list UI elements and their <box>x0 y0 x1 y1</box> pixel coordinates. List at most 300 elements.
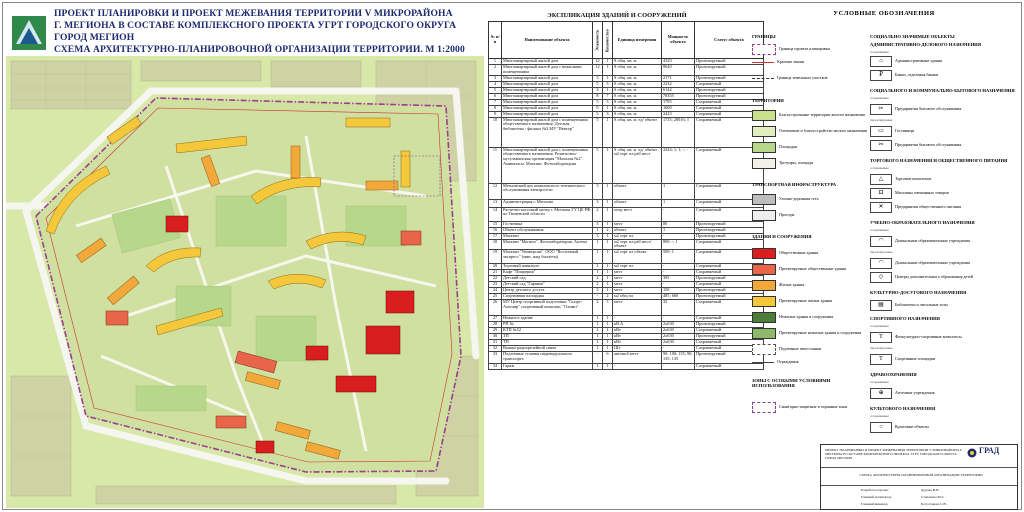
cell-unit: м2 общ пл <box>613 294 662 300</box>
tag-kept: сохраняемые <box>870 228 889 232</box>
legend-label: Культовые объекты <box>895 424 929 430</box>
cell-number: 4 <box>489 81 502 87</box>
cell-unit: кВ.А <box>613 322 662 328</box>
cell-floors: 5 <box>593 81 603 87</box>
legend-label: Граница земельных участков <box>777 75 828 80</box>
cell-name: МУ Центр спортивной подготовки "Спорт-Альтаир" спортивный комплекс "Олимп" <box>502 300 593 316</box>
cult-object-icon: ○ <box>870 422 892 433</box>
table-row <box>489 250 764 264</box>
sanitary-zones-swatch <box>752 402 776 413</box>
cell-unit: мест <box>613 288 662 294</box>
cell-name: Нежилое здание <box>502 316 593 322</box>
legend-label: Физкультурно-спортивные комплексы <box>895 334 962 340</box>
title-line-2: Г. МЕГИОНА В СОСТАВЕ КОМПЛЕКСНОГО ПРОЕКТА УГРТ ГОРОДСКОГО ОКРУГА <box>54 20 457 31</box>
cell-unit: кВт <box>613 340 662 346</box>
cell-status: Сохраняемый <box>695 270 764 276</box>
cell-number: 20 <box>489 264 502 270</box>
cell-floors: 2 <box>593 300 603 316</box>
cell-number: 34 <box>489 364 502 370</box>
cell-capacity: - <box>662 316 695 322</box>
cell-status: Сохраняемый <box>695 300 764 316</box>
legend-label: Проектируемые общественные здания <box>779 266 847 272</box>
cell-number: 25 <box>489 294 502 300</box>
legend-label: Подземные автостоянки <box>779 346 822 352</box>
cell-capacity: 6144 <box>662 87 695 93</box>
bank-icon: ₽ <box>870 70 892 81</box>
catering-icon: ✕ <box>870 202 892 213</box>
red-line-swatch <box>752 62 774 63</box>
cell-status: Сохраняемый <box>695 117 764 147</box>
legend-item-proposed-non-residential <box>752 328 861 339</box>
cell-status: Сохраняемый <box>695 250 764 264</box>
legend-heading-territory: ТЕРРИТОРИИ <box>752 98 784 103</box>
legend-item-banks <box>870 70 938 81</box>
legend-heading-cult: КУЛЬТОВОГО НАЗНАЧЕНИЯ <box>870 406 936 411</box>
non-residential-swatch <box>752 312 776 323</box>
master-plan-map[interactable] <box>6 56 484 508</box>
cell-unit: S общ. кв. м. <box>613 59 662 65</box>
header-status: Статус объекта <box>695 22 764 59</box>
legend-item-consumer-services <box>870 104 961 115</box>
cell-name: Администрация г. Мегиона <box>502 199 593 207</box>
cell-unit: S общ. кв. м. <box>613 75 662 81</box>
cell-number: 17 <box>489 233 502 239</box>
explication-table <box>488 21 764 370</box>
legend-item-residential <box>752 280 804 291</box>
cell-unit: автомоб.мест <box>613 352 662 364</box>
cell-status: Проектируемый <box>695 59 764 65</box>
cell-capacity: 1735; 20016; 1 <box>662 117 695 147</box>
shop-icon: ⊡ <box>870 188 892 199</box>
tag-kept: сохраняемые <box>870 414 889 418</box>
tag-kept: сохраняемые <box>870 380 889 384</box>
cell-status: Проектируемый <box>695 288 764 294</box>
legend-label: Предприятия общественного питания <box>895 204 961 210</box>
cell-status: Проектируемый <box>695 221 764 227</box>
cell-floors: 1 <box>593 334 603 340</box>
legend-label: Благоустроенные территории жилого назначения <box>779 112 865 118</box>
cell-count: 1 <box>603 288 613 294</box>
cell-unit: опер мест <box>613 207 662 221</box>
legend-label: Предприятия бытового обслуживания <box>895 106 962 112</box>
stamp-sheet-title: СХЕМА АРХИТЕКТУРНО-ПЛАНИРОВОЧНОЙ ОРГАНИЗАЦИИ ТЕРРИТОРИИ <box>859 473 983 477</box>
cell-count: 1 <box>603 270 613 276</box>
cell-count: 3 <box>603 99 613 105</box>
cell-status: Проектируемый <box>695 65 764 76</box>
cell-capacity: 485; 660 <box>662 294 695 300</box>
cell-capacity: 150 <box>662 288 695 294</box>
cell-number: 24 <box>489 288 502 294</box>
legend-item-libraries <box>870 300 948 311</box>
legend-item-cult-objects <box>870 422 929 433</box>
header-count: Количество <box>603 22 613 59</box>
legend-label: Улично-дорожная сеть <box>779 196 819 202</box>
cell-name: Вышка радиорелейной связи <box>502 346 593 352</box>
cell-capacity: 1 <box>662 183 695 199</box>
title-line-1: ПРОЕКТ ПЛАНИРОВКИ И ПРОЕКТ МЕЖЕВАНИЯ ТЕРРИТОРИИ V МИКРОРАЙОНА <box>54 8 453 19</box>
consumer-services-icon: ✂ <box>870 104 892 115</box>
cell-count: 1 <box>603 316 613 322</box>
cell-unit: S общ. кв. м. <box>613 81 662 87</box>
cell-floors: - <box>593 294 603 300</box>
cell-unit: мест <box>613 276 662 282</box>
cell-number: 19 <box>489 250 502 264</box>
legend-label: Общественные здания <box>779 250 819 256</box>
city-emblem-icon <box>10 14 48 52</box>
cell-unit: S общ. кв. м. <box>613 65 662 76</box>
cell-name: Многоквартирный жилой дом с нежилыми помещениями <box>502 65 593 76</box>
cell-capacity: 1600 <box>662 105 695 111</box>
pharmacy-icon: ⊕ <box>870 388 892 399</box>
cell-unit: мест <box>613 300 662 316</box>
cell-number: 23 <box>489 282 502 288</box>
company-logo-icon <box>967 448 977 458</box>
cell-floors: 5 <box>593 111 603 117</box>
table-row <box>489 65 764 76</box>
stamp-name-2: Степанова М.Г. <box>921 495 944 499</box>
tag-kept: сохраняемые <box>870 96 889 100</box>
cell-capacity: 2х630 <box>662 340 695 346</box>
cell-status: Проектируемый <box>695 276 764 282</box>
squares-swatch <box>752 142 776 153</box>
cell-number: 21 <box>489 270 502 276</box>
legend-item-squares <box>752 142 797 153</box>
tag-kept: сохраняемые <box>870 166 889 170</box>
proposed-non-residential-swatch <box>752 328 776 339</box>
fences-swatch <box>752 362 774 363</box>
table-row <box>489 87 764 93</box>
stamp-role-2: Главный архитектор <box>861 495 892 499</box>
table-row <box>489 227 764 233</box>
cell-unit: S общ. кв. м. ед/ объект <box>613 117 662 147</box>
cell-number: 32 <box>489 346 502 352</box>
legend-label: Административные здания <box>895 58 943 64</box>
cell-name: Центр детского досуга <box>502 288 593 294</box>
cell-count: 1 <box>603 334 613 340</box>
cell-floors: 1 <box>593 227 603 233</box>
sports-ground-icon: T <box>870 354 892 365</box>
legend-label: Озеленение и благоустройство жилого назначения <box>779 128 867 134</box>
cell-status: Сохраняемый <box>695 81 764 87</box>
legend-heading-education: УЧЕБНО-ОБРАЗОВАТЕЛЬНОГО НАЗНАЧЕНИЯ <box>870 220 975 225</box>
cell-floors: 2 <box>593 276 603 282</box>
hotel-icon: ▭ <box>870 126 892 137</box>
cell-name: КТП №52 <box>502 328 593 334</box>
cell-floors: 1 <box>593 239 603 250</box>
cell-capacity: - <box>662 233 695 239</box>
cell-count: 1 <box>603 233 613 239</box>
cell-count: 1 <box>603 276 613 282</box>
cell-unit: - <box>613 364 662 370</box>
proposed-residential-swatch <box>752 296 776 307</box>
cell-count: 2 <box>603 227 613 233</box>
project-boundary <box>36 98 461 472</box>
table-row <box>489 59 764 65</box>
cell-name: Гараж <box>502 364 593 370</box>
cell-floors: 9 <box>593 105 603 111</box>
cell-floors: 1 <box>593 364 603 370</box>
cell-capacity: 2171 <box>662 75 695 81</box>
cell-status: Проектируемый <box>695 93 764 99</box>
proposed-public-swatch <box>752 264 776 275</box>
legend-item-landscaped <box>752 110 865 121</box>
legend-label: Ограждения <box>777 359 799 364</box>
cell-number: 8 <box>489 105 502 111</box>
cell-name: Многоквартирный жилой дом <box>502 105 593 111</box>
cell-unit: м2 торг пл <box>613 264 662 270</box>
consumer-services-icon: ✂ <box>870 140 892 151</box>
table-row <box>489 147 764 183</box>
tag-kept: сохраняемые <box>870 324 889 328</box>
cell-number: 1 <box>489 59 502 65</box>
legend-item-land-border <box>752 76 827 81</box>
cell-floors: 1 <box>593 316 603 322</box>
cell-floors: 2 <box>593 207 603 221</box>
cell-capacity: - <box>662 346 695 352</box>
legend-heading-buildings: ЗДАНИЯ И СООРУЖЕНИЯ <box>752 234 812 239</box>
legend-item-hotels <box>870 126 914 137</box>
cell-unit: Шт <box>613 346 662 352</box>
stamp-name-1: Дурова Н.В. <box>921 488 940 492</box>
cell-name: Многоквартирный жилой дом <box>502 111 593 117</box>
legend-item-shops <box>870 174 931 185</box>
table-row <box>489 352 764 364</box>
stamp-name-3: Богуславова С.В. <box>921 502 947 506</box>
cell-status: Проектируемый <box>695 334 764 340</box>
cell-status: Сохраняемый <box>695 105 764 111</box>
cell-status: Проектируемый <box>695 233 764 239</box>
header-number: № п/п <box>489 22 502 59</box>
table-row <box>489 294 764 300</box>
cell-unit: мест <box>613 221 662 227</box>
cell-name: Многоквартирный жилой дом <box>502 99 593 105</box>
cell-capacity: 4320 <box>662 59 695 65</box>
cell-name: Мегионский цех комплексного технического обслуживания электросети <box>502 183 593 199</box>
legend-item-kindergartens <box>870 236 970 247</box>
legend-heading-zones: ЗОНЫ С ОСОБЫМИ УСЛОВИЯМИ ИСПОЛЬЗОВАНИЯ <box>752 378 831 388</box>
cell-status: Сохраняемый <box>695 264 764 270</box>
residential-swatch <box>752 280 776 291</box>
legend-label: Дошкольные образовательные учреждения <box>895 238 970 244</box>
cell-status: Сохраняемый <box>695 111 764 117</box>
drawing-title <box>54 8 474 56</box>
cell-count: 1 <box>603 364 613 370</box>
cell-count: 3 <box>603 111 613 117</box>
tag-proposed: проектируемые <box>870 346 893 350</box>
cell-unit: S общ. кв. м. <box>613 105 662 111</box>
cell-unit: S общ. кв. м. <box>613 93 662 99</box>
cell-count: 7 <box>603 93 613 99</box>
cell-count: 1 <box>603 346 613 352</box>
sidewalks-swatch <box>752 158 776 169</box>
cell-floors: 3 <box>593 288 603 294</box>
legend-label: Спортивные площадки <box>895 356 936 362</box>
cell-number: 30 <box>489 334 502 340</box>
cell-name: Магазин <box>502 233 593 239</box>
cell-name: Магазин "Универсам". ООО "Восточный экспресс" (мин. жид биллеты) <box>502 250 593 264</box>
cell-status: Проектируемый <box>695 75 764 81</box>
cell-capacity: 80 <box>662 221 695 227</box>
greenery-swatch <box>752 126 776 137</box>
header-name: Наименование объекта <box>502 22 593 59</box>
legend-item-project-border <box>752 44 830 55</box>
cell-floors: 5 <box>593 147 603 183</box>
legend-label: Центры дополнительного образования детей <box>895 274 974 280</box>
legend-label: Проектируемые жилые здания <box>779 298 833 304</box>
legend-item-kindergartens-2 <box>870 258 970 269</box>
cell-status: Сохраняемый <box>695 147 764 183</box>
stamp-company: ГРАД <box>979 446 1000 455</box>
legend-label: Нежилые здания и сооружения <box>779 314 834 320</box>
legend-label: Торговые комплексы <box>895 176 932 182</box>
legend-item-underground-parking <box>752 344 821 355</box>
cell-unit: - <box>613 316 662 322</box>
cell-number: 22 <box>489 276 502 282</box>
admin-building-icon: ⌂ <box>870 56 892 67</box>
legend-item-red-line <box>752 60 804 65</box>
legend-label: Санитарно-защитные и охранные зоны <box>779 404 848 410</box>
kindergarten-icon: ◠ <box>870 236 892 247</box>
legend-label: Площадки <box>779 144 798 150</box>
legend-heading-borders: ГРАНИЦЫ <box>752 34 776 39</box>
cell-name: Многоквартирный жилой дом с помещениями общественного назначения. Религиозно-мусульманская организация "Махалля №2". Аминазасы. Магазин. Фотолаборатория <box>502 147 593 183</box>
cell-floors: 3 <box>593 87 603 93</box>
cell-name: Многоквартирный жилой дом <box>502 75 593 81</box>
cell-name: Многоквартирный жилой дом <box>502 59 593 65</box>
cell-unit: S общ. кв. м. <box>613 99 662 105</box>
legend-item-proposed-public <box>752 264 846 275</box>
legend-item-driveways <box>752 210 794 221</box>
cell-floors: 3 <box>593 233 603 239</box>
cell-name: ТП <box>502 334 593 340</box>
cell-name: Детский сад "Гаранок" <box>502 282 593 288</box>
legend-label: Библиотеки и читальные залы <box>895 302 948 308</box>
cell-capacity: 509; 1 <box>662 250 695 264</box>
legend-label: Аптечные учреждения <box>895 390 935 396</box>
legend-item-extra-education <box>870 272 973 283</box>
sports-icon: T <box>870 332 892 343</box>
stamp-role-3: Главный инженер <box>861 502 888 506</box>
cell-capacity: 1 <box>662 227 695 233</box>
cell-name: Объект обслуживания <box>502 227 593 233</box>
shopping-cart-icon: △ <box>870 174 892 185</box>
legend-item-admin-buildings <box>870 56 942 67</box>
table-title: ЭКСПЛИКАЦИЯ ЗДАНИЙ И СООРУЖЕНИЙ <box>547 12 687 19</box>
cell-status: Проектируемый <box>695 227 764 233</box>
cell-status: Проектируемый <box>695 322 764 328</box>
cell-unit: объект <box>613 227 662 233</box>
legend-item-catering <box>870 202 961 213</box>
table-header-row <box>489 22 764 59</box>
cell-unit: кВт <box>613 328 662 334</box>
table-row <box>489 300 764 316</box>
header-capacity: Мощность объекта <box>662 22 695 59</box>
cell-capacity: 3344; 1; 1; -; - <box>662 147 695 183</box>
legend-heading-social: СОЦИАЛЬНО ЗНАЧИМЫЕ ОБЪЕКТЫ <box>870 34 955 39</box>
header-unit: Единица измерения <box>613 22 662 59</box>
cell-capacity: - <box>662 270 695 276</box>
legend-item-sports-grounds <box>870 354 935 365</box>
cell-status: Сохраняемый <box>695 207 764 221</box>
legend-label: Проектируемые нежилые здания и сооружения <box>779 330 862 336</box>
cell-floors: 2 <box>593 282 603 288</box>
cell-number: 16 <box>489 227 502 233</box>
cell-unit: S общ. кв. м. <box>613 111 662 117</box>
cell-count: 1 <box>603 87 613 93</box>
cell-name: Торговый павильон <box>502 264 593 270</box>
cell-name: Расчетно-кассовый центр г. Мегиона ГУ ЦБ РФ по Тюменской области <box>502 207 593 221</box>
land-border-swatch <box>752 78 774 79</box>
cell-floors: 1 <box>593 270 603 276</box>
cell-number: 13 <box>489 199 502 207</box>
cell-count: 1 <box>603 105 613 111</box>
legend-heading-admin: АДМИНИСТРАТИВНО-ДЕЛОВОГО НАЗНАЧЕНИЯ <box>870 42 982 47</box>
cell-unit: объект <box>613 183 662 199</box>
cell-floors: 1 <box>593 346 603 352</box>
cell-count: 1 <box>603 183 613 199</box>
cell-status: Сохраняемый <box>695 99 764 105</box>
cell-unit: м2 торг пл <box>613 233 662 239</box>
cell-capacity: 2232 <box>662 81 695 87</box>
cell-count: 1 <box>603 147 613 183</box>
driveways-swatch <box>752 210 776 221</box>
cell-count: 1 <box>603 322 613 328</box>
cell-count: 1 <box>603 282 613 288</box>
legend-heading-culture: КУЛЬТУРНО-ДОСУГОВОГО НАЗНАЧЕНИЯ <box>870 290 967 295</box>
public-buildings-swatch <box>752 248 776 259</box>
tag-kept: сохраняемые <box>870 50 889 54</box>
cell-unit: м2 торг пл раб мест/ объект <box>613 239 662 250</box>
cell-number: 15 <box>489 221 502 227</box>
cell-floors: 3 <box>593 183 603 199</box>
table-row <box>489 239 764 250</box>
cell-count: 3 <box>603 300 613 316</box>
cell-name: Многоквартирный жилой дом <box>502 87 593 93</box>
cell-name: Многоквартирный жилой дом <box>502 93 593 99</box>
cell-unit: м2 торг пл объект <box>613 250 662 264</box>
cell-name: Гостиница <box>502 221 593 227</box>
cell-unit: мест <box>613 270 662 276</box>
cell-floors: 5 <box>593 117 603 147</box>
title-block-stamp <box>820 444 1018 510</box>
cell-capacity: 8640 <box>662 65 695 76</box>
cell-number: 5 <box>489 87 502 93</box>
legend-label: Гостиницы <box>895 128 915 134</box>
legend-item-street-network <box>752 194 819 205</box>
legend-label: Банки, отделения банков <box>895 72 939 78</box>
cell-number: 3 <box>489 75 502 81</box>
cell-number: 12 <box>489 183 502 199</box>
cell-status: Сохраняемый <box>695 282 764 288</box>
cell-count: 1 <box>603 250 613 264</box>
cell-count: 1 <box>603 65 613 76</box>
legend-item-public-buildings <box>752 248 818 259</box>
cell-number: 14 <box>489 207 502 221</box>
legend-item-greenery <box>752 126 867 137</box>
cell-floors: 3 <box>593 75 603 81</box>
legend-item-pharmacies <box>870 388 934 399</box>
cell-count: 1 <box>603 59 613 65</box>
cell-count: 1 <box>603 239 613 250</box>
cell-number: 18 <box>489 239 502 250</box>
table-row <box>489 207 764 221</box>
cell-number: 27 <box>489 316 502 322</box>
tag-proposed: проектируемые <box>870 250 893 254</box>
cell-number: 6 <box>489 93 502 99</box>
cell-number: 29 <box>489 328 502 334</box>
header-floors: Этажность <box>593 22 603 59</box>
street-network-swatch <box>752 194 776 205</box>
